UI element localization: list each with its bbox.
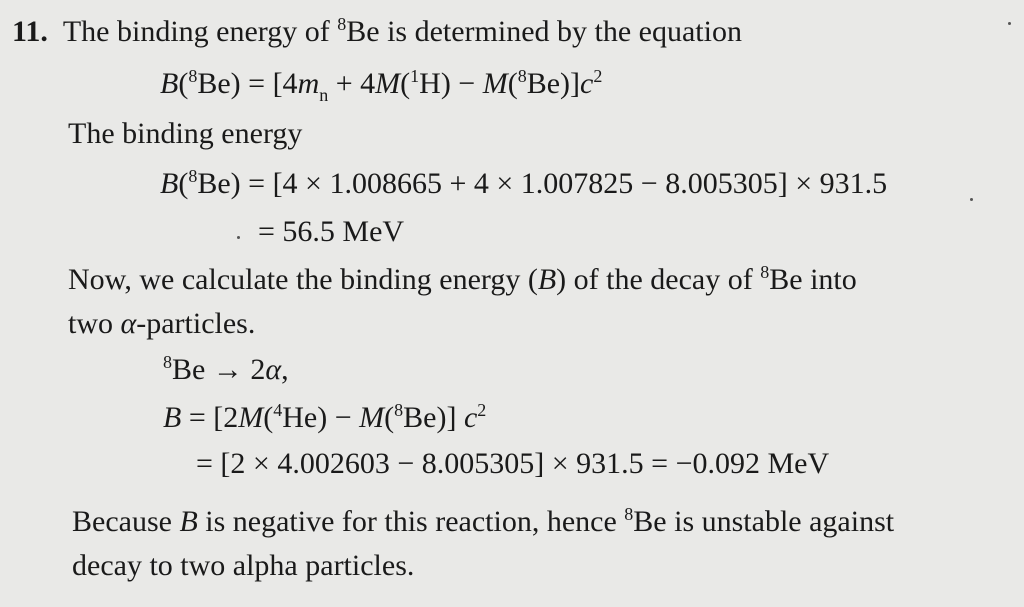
binding-energy-heading: The binding energy	[68, 117, 303, 150]
decay-text-line-2: two α-particles.	[68, 307, 256, 340]
equation-2-result: = 56.5 MeV	[258, 215, 405, 248]
scan-speck	[237, 236, 240, 239]
problem-number: 11.	[12, 15, 48, 48]
equation-1: $B(^8Be) = [4m_n + 4M(^1H) - M(^8Be)]c^2$	[160, 66, 603, 105]
equation-3-result: = [2 × 4.002603 − 8.005305] × 931.5 = −0.092 MeV	[196, 447, 830, 480]
conclusion-line-1: Because B is negative for this reaction, hence $^8$Be is unstable against	[72, 504, 895, 538]
equation-3: B = [2M($^4$He) − M($^8$Be)] $c^2$	[163, 400, 487, 434]
problem-intro: The binding energy of $^8$Be is determined by the equation	[55, 14, 742, 48]
reaction: $^8$Be → 2α,	[163, 352, 289, 386]
problem-intro-line	[12, 14, 742, 50]
decay-text-line-1: Now, we calculate the binding energy (B) of the decay of $^8$Be into	[68, 262, 857, 296]
conclusion-line-2: decay to two alpha particles.	[72, 549, 415, 582]
equation-2: B($^8$Be) = [4 × 1.008665 + 4 × 1.007825 − 8.005305] × 931.5	[160, 166, 888, 200]
scan-speck	[1008, 22, 1011, 25]
scan-speck	[970, 198, 973, 201]
